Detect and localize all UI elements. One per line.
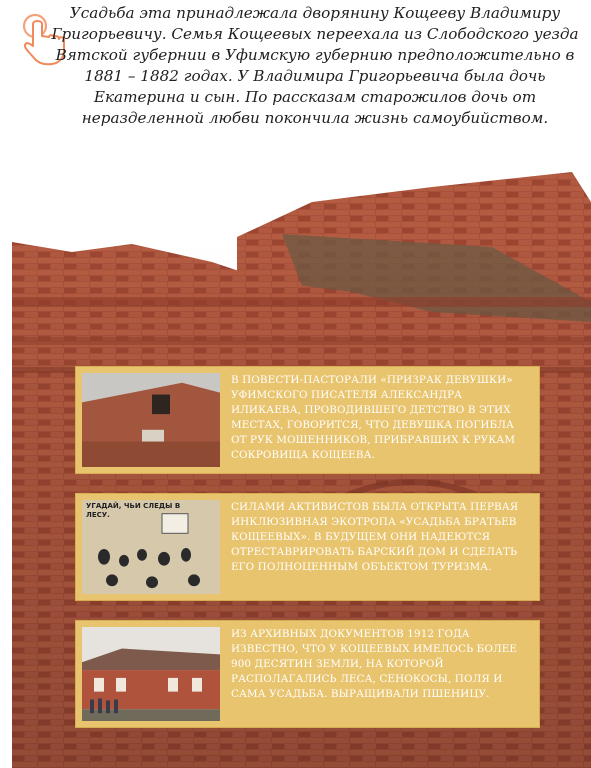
card-1-text: В ПОВЕСТИ-ПАСТОРАЛИ «ПРИЗРАК ДЕВУШКИ» УФИМСКОГО ПИСАТЕЛЯ АЛЕКСАНДРА ИЛИКАЕВА, ПРОВОДИВШЕГО ДЕТСТВО В ЭТИХ МЕСТАХ, ГОВОРИТСЯ, ЧТО ДЕВУШКА ПОГИБЛА ОТ РУК МОШЕННИКОВ, ПРИБРАВШИХ К РУКАМ СОКРОВИЩА КОЩЕЕВА. [231, 374, 516, 461]
eco-trail-sign-thumbnail [82, 500, 220, 594]
sign-caption: УГАДАЙ, ЧЬИ СЛЕДЫ В ЛЕСУ. [86, 502, 181, 519]
info-card-2 [75, 493, 540, 601]
manor-house-thumbnail [82, 627, 220, 721]
ruined-wall-thumbnail [82, 373, 220, 467]
card-2-text: СИЛАМИ АКТИВИСТОВ БЫЛА ОТКРЫТА ПЕРВАЯ ИНКЛЮЗИВНАЯ ЭКОТРОПА «УСАДЬБА БРАТЬЕВ КОЩЕЕВЫХ». В БУДУЩЕМ ОНИ НАДЕЮТСЯ ОТРЕСТАВРИРОВАТЬ БАРСКИЙ ДОМ И СДЕЛАТЬ ЕГО ПОЛНОЦЕННЫМ ОБЪЕКТОМ ТУРИЗМА. [231, 501, 519, 573]
card-3-text: ИЗ АРХИВНЫХ ДОКУМЕНТОВ 1912 ГОДА ИЗВЕСТНО, ЧТО У КОЩЕЕВЫХ ИМЕЛОСЬ БОЛЕЕ 900 ДЕСЯТИН ЗЕМЛИ, НА КОТОРОЙ РАСПОЛАГАЛИСЬ ЛЕСА, СЕНОКОСЫ, ПОЛЯ И САМА УСАДЬБА. ВЫРАЩИВАЛИ ПШЕНИЦУ. [231, 628, 518, 700]
info-card-3 [75, 620, 540, 728]
intro-paragraph: Усадьба эта принадлежала дворянину Кощееву Владимиру Григорьевичу. Семья Кощеевых переехала из Слободского уезда Вятской губернии в Уфимскую губернию предположительно в 1881 – 1882 годах. У Владимира Григорьевича была дочь Екатерина и сын. По рассказам старожилов дочь от неразделенной любви покончила жизнь самоубийством. [51, 4, 579, 127]
info-card-1 [75, 366, 540, 474]
intro-section [0, 0, 591, 162]
